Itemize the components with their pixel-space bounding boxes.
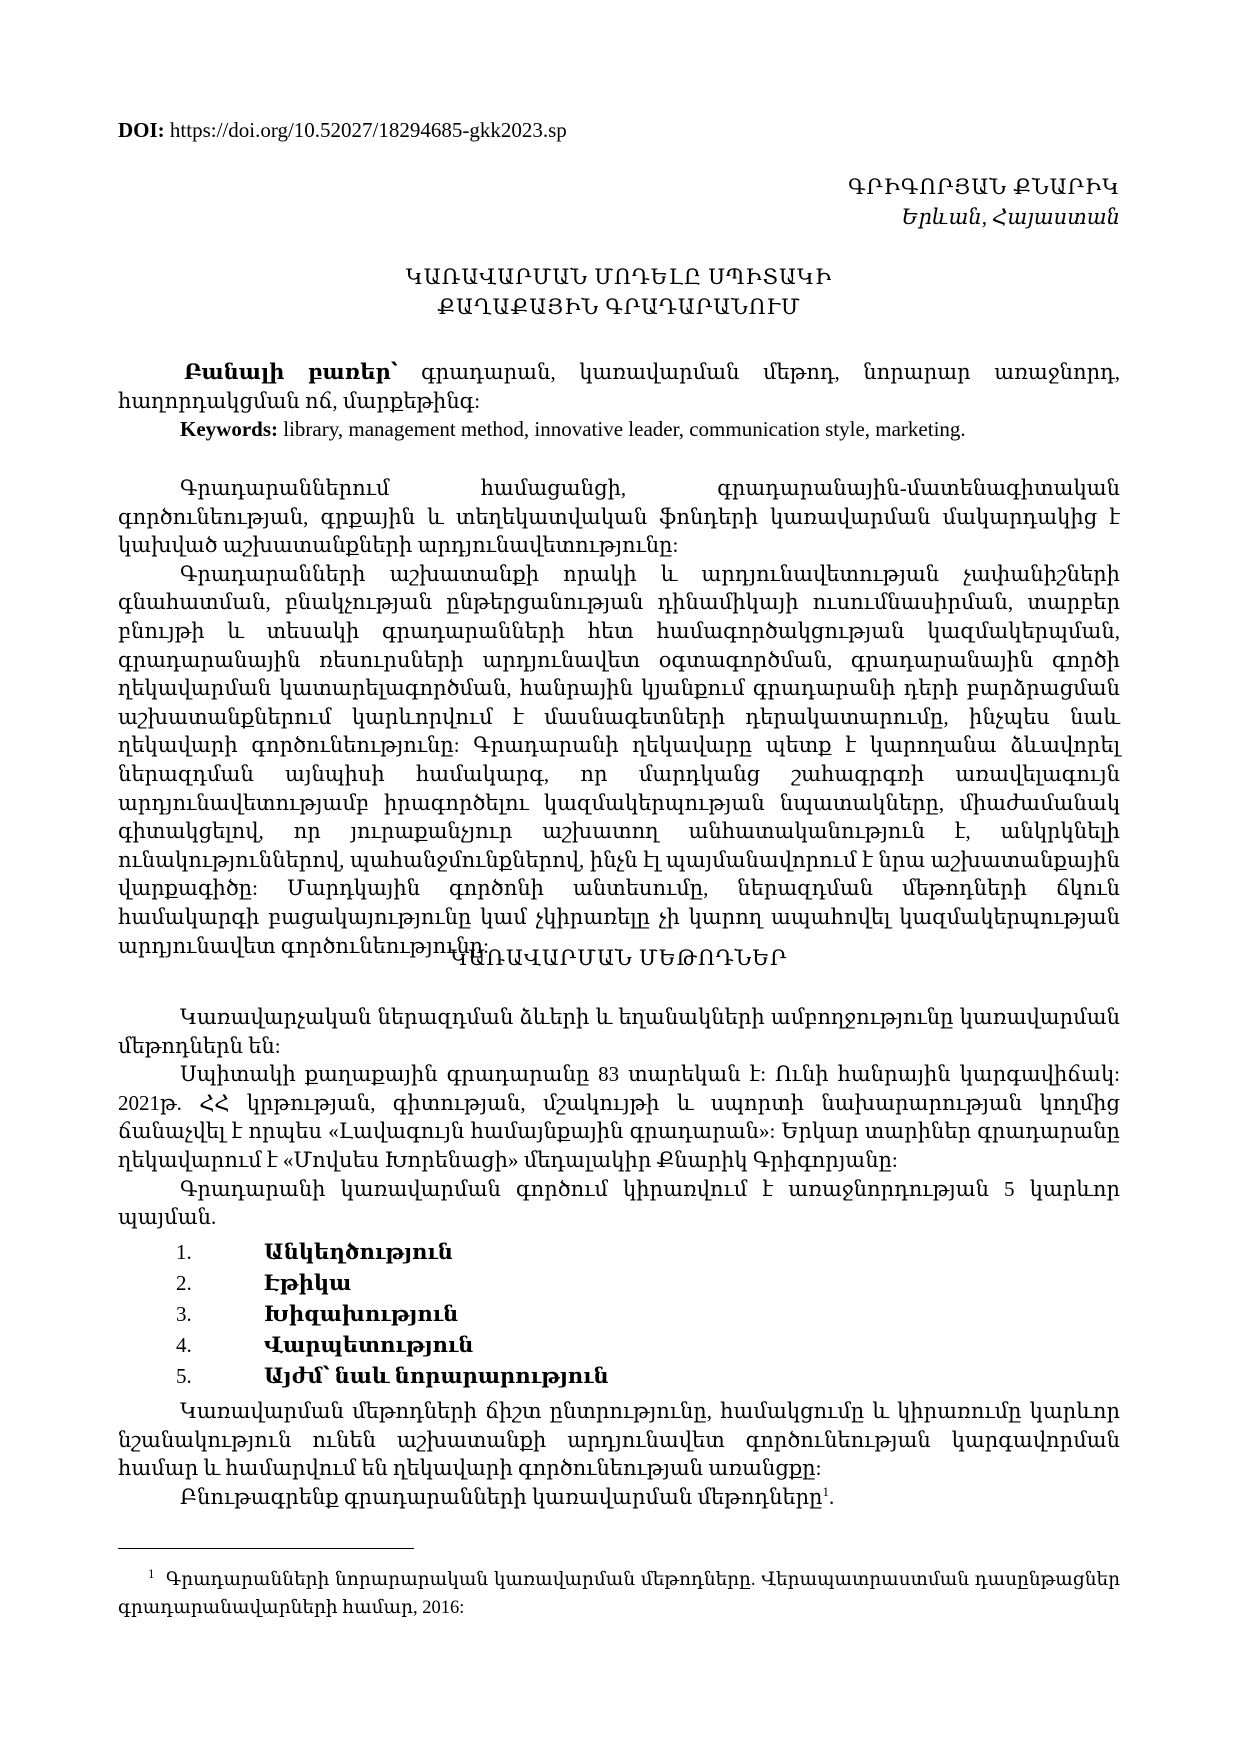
author-name: ԳՐԻԳՈՐՅԱՆ ՔՆԱՐԻԿ <box>848 175 1120 199</box>
author-location: Երևան, Հայաստան <box>901 205 1120 229</box>
footnote <box>118 1566 1120 1622</box>
keywords-en-label: Keywords: <box>180 417 278 442</box>
keywords-block <box>118 358 1120 444</box>
paper-title <box>118 262 1120 322</box>
list-number: 3. <box>176 1302 192 1326</box>
title-line-1: ԿԱՌԱՎԱՐՄԱՆ ՄՈԴԵԼԸ ՍՊԻՏԱԿԻ <box>405 265 833 289</box>
list-text: Վարպետություն <box>264 1333 474 1357</box>
conclusion-section <box>118 1397 1120 1511</box>
paragraph: Կառավարչական ներազդման ձևերի և եղանակների ամբողջությունը կառավարման մեթոդներն են: <box>118 1005 1120 1058</box>
keywords-en-text: library, management method, innovative leader, communication style, marketing. <box>278 417 966 442</box>
keywords-armenian <box>118 358 1120 415</box>
footnote-divider <box>118 1548 414 1549</box>
list-item <box>176 1237 609 1268</box>
methods-section <box>118 1003 1120 1232</box>
paragraph: Գրադարանների աշխատանքի որակի և արդյունավետության չափանիշների գնահատման, բնակչության ընթերցանության դինամիկայի ուսումնասիրման, տարբեր բնույթի և տեսակի գրադարանների հետ համագործակցության կազմակերպման, գրադարանային ռեսուրսների արդյունավետ օգտագործման, գրադարանային գործի ղեկավարման կատարելագործման, հանրային կյանքում գրադարանի դերի բարձրացման աշխատանքներում կարևորվում է մասնագետների դերակատարումը, ինչպես նաև ղեկավարի գործունեությունը: Գրադարանի ղեկավարը պետք է կարողանա ձևավորել ներազդման այնպիսի համակարգ, որ մարդկանց շահագրգռի առավելագույն արդյունավետությամբ իրագործելու կազմակերպության նպատակները, միաժամանակ գիտակցելով, որ յուրաքանչյուր աշխատող անհատականություն է, անկրկնելի ունակություններով, պահանջմունքներով, ինչն էլ պայմանավորում է նրա աշխատանքային վարքագիծը: Մարդկային գործոնի անտեսումը, ներազդման մեթոդների ճկուն համակարգի բացակայությունը կամ չկիրառելը չի կարող ապահովել կազմակերպության արդյունավետ գործունեությունը: <box>118 561 1120 958</box>
paragraph-text: Բնութագրենք գրադարանների կառավարման մեթոդները <box>180 1484 823 1509</box>
doi-link[interactable]: https://doi.org/10.52027/18294685-gkk2023.sp <box>169 118 567 142</box>
intro-section <box>118 474 1120 960</box>
footnote-number: 1 <box>148 1565 155 1581</box>
list-text: Այժմ՝ նաև նորարարություն <box>264 1364 609 1388</box>
doi-label: DOI: <box>118 118 165 142</box>
list-item <box>176 1268 609 1299</box>
list-text: Էթիկա <box>264 1271 352 1295</box>
list-number: 1. <box>176 1240 192 1264</box>
footnote-reference[interactable]: 1 <box>822 1483 829 1499</box>
keywords-english <box>118 415 1120 444</box>
keywords-am-label: Բանալի բառեր՝ <box>184 360 398 384</box>
leadership-conditions-list <box>176 1237 609 1392</box>
list-text: Անկեղծություն <box>264 1240 453 1264</box>
paragraph: Սպիտակի քաղաքային գրադարանը 83 տարեկան է: Ունի հանրային կարգավիճակ: 2021թ. ՀՀ կրթության, գիտության, մշակույթի և սպորտի նախարարության կողմից ճանաչվել է որպես «Լավագույն համայնքային գրադարան»: Երկար տարիներ գրադարանը ղեկավարում է «Մովսես Խորենացի» մեդալակիր Քնարիկ Գրիգորյանը: <box>118 1062 1120 1172</box>
list-item <box>176 1361 609 1392</box>
list-number: 2. <box>176 1271 192 1295</box>
list-number: 5. <box>176 1364 192 1388</box>
paragraph: Գրադարաններում համացանցի, գրադարանային-մատենագիտական գործունեության, գրքային և տեղեկատվական ֆոնդերի կառավարման մակարդակից է կախված աշխատանքների արդյունավետությունը: <box>118 476 1120 558</box>
list-text: Խիզախություն <box>264 1302 459 1326</box>
author-block <box>848 172 1120 232</box>
title-line-2: ՔԱՂԱՔԱՅԻՆ ԳՐԱԴԱՐԱՆՈՒՄ <box>437 295 801 319</box>
list-item <box>176 1330 609 1361</box>
paragraph-with-footnote: Բնութագրենք գրադարանների կառավարման մեթոդները$^1$. <box>180 1483 835 1509</box>
paragraph: Կառավարման մեթոդների ճիշտ ընտրությունը, համակցումը և կիրառումը կարևոր նշանակություն ունեն աշխատանքի արդյունավետ գործունեության կարգավորման համար և համարվում են ղեկավարի գործունեության առանցքը: <box>118 1399 1120 1481</box>
paragraph: Գրադարանի կառավարման գործում կիրառվում է առաջնորդության 5 կարևոր պայման. <box>118 1176 1120 1230</box>
list-item <box>176 1299 609 1330</box>
section-heading: ԿԱՌԱՎԱՐՄԱՆ ՄԵԹՈԴՆԵՐ <box>450 946 788 970</box>
keywords-am-text: գրադարան, կառավարման մեթոդ, նորարար առաջնորդ, հաղորդակցման ոճ, մարքեթինգ: <box>118 360 1120 413</box>
footnote-text: Գրադարանների նորարարական կառավարման մեթոդները. Վերապատրաստման դասընթացներ գրադարանավարների համար, 2016: <box>118 1570 1120 1618</box>
list-number: 4. <box>176 1333 192 1357</box>
doi-line <box>118 118 567 143</box>
footnote-line <box>118 1566 1120 1622</box>
